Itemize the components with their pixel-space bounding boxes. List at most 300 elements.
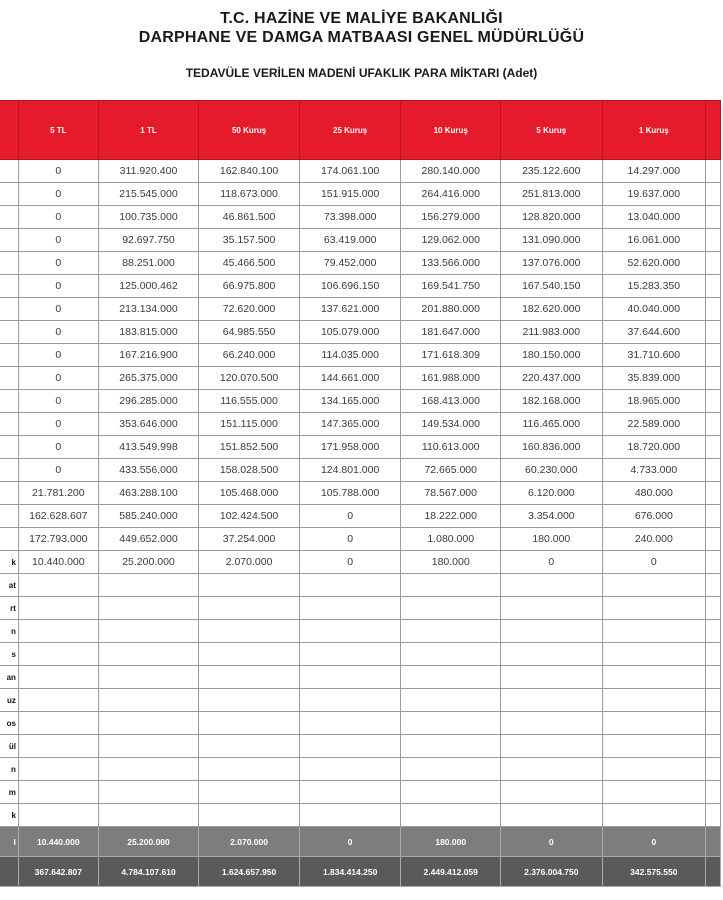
table-cell xyxy=(401,620,501,643)
edge-cell xyxy=(706,528,721,551)
row-label: at xyxy=(0,574,18,597)
table-cell: 167.540.150 xyxy=(501,275,603,298)
table-cell xyxy=(18,712,98,735)
table-cell: 52.620.000 xyxy=(602,252,705,275)
table-cell xyxy=(602,643,705,666)
table-cell: 151.115.000 xyxy=(199,413,300,436)
table-cell: 0 xyxy=(18,183,98,206)
table-cell xyxy=(299,666,401,689)
table-cell: 180.000 xyxy=(501,528,603,551)
table-cell: 167.216.900 xyxy=(98,344,199,367)
table-cell: 0 xyxy=(299,551,401,574)
table-cell: 172.793.000 xyxy=(18,528,98,551)
table-cell xyxy=(501,712,603,735)
table-row xyxy=(0,252,721,275)
row-label: n xyxy=(0,620,18,643)
table-cell: 66.240.000 xyxy=(199,344,300,367)
table-cell: 37.254.000 xyxy=(199,528,300,551)
table-cell: 296.285.000 xyxy=(98,390,199,413)
table-cell xyxy=(98,574,199,597)
table-row xyxy=(0,804,721,827)
table-cell xyxy=(18,574,98,597)
table-cell: 181.647.000 xyxy=(401,321,501,344)
table-cell: 0 xyxy=(501,827,603,857)
table-row xyxy=(0,206,721,229)
table-cell: 0 xyxy=(18,321,98,344)
table-row xyxy=(0,344,721,367)
table-cell xyxy=(18,689,98,712)
table-cell: 125.000.462 xyxy=(98,275,199,298)
table-cell xyxy=(199,666,300,689)
table-cell xyxy=(98,597,199,620)
table-cell xyxy=(199,620,300,643)
table-cell: 2.449.412.059 xyxy=(401,857,501,887)
table-cell xyxy=(98,712,199,735)
table-cell xyxy=(602,574,705,597)
table-cell xyxy=(501,643,603,666)
table-row xyxy=(0,643,721,666)
table-cell xyxy=(299,735,401,758)
table-cell xyxy=(501,804,603,827)
edge-cell xyxy=(706,857,721,887)
table-cell xyxy=(199,804,300,827)
table-cell: 0 xyxy=(18,252,98,275)
table-cell: 265.375.000 xyxy=(98,367,199,390)
row-label xyxy=(0,206,18,229)
table-cell xyxy=(401,597,501,620)
row-label: an xyxy=(0,666,18,689)
table-cell xyxy=(199,735,300,758)
table-cell xyxy=(98,666,199,689)
table-cell: 240.000 xyxy=(602,528,705,551)
table-cell: 21.781.200 xyxy=(18,482,98,505)
row-label: uz xyxy=(0,689,18,712)
table-cell: 128.820.000 xyxy=(501,206,603,229)
row-label xyxy=(0,252,18,275)
row-label xyxy=(0,505,18,528)
table-cell: 18.720.000 xyxy=(602,436,705,459)
table-cell xyxy=(18,781,98,804)
table-cell xyxy=(98,643,199,666)
table-cell xyxy=(98,735,199,758)
row-label xyxy=(0,229,18,252)
row-label xyxy=(0,459,18,482)
table-row xyxy=(0,758,721,781)
table-cell xyxy=(602,712,705,735)
table-cell xyxy=(602,735,705,758)
table-cell: 25.200.000 xyxy=(98,551,199,574)
table-cell: 35.157.500 xyxy=(199,229,300,252)
row-label: ül xyxy=(0,735,18,758)
table-row xyxy=(0,781,721,804)
row-label: rt xyxy=(0,597,18,620)
row-label xyxy=(0,183,18,206)
edge-cell xyxy=(706,735,721,758)
edge-cell xyxy=(706,781,721,804)
table-cell: 60.230.000 xyxy=(501,459,603,482)
table-cell: 116.555.000 xyxy=(199,390,300,413)
row-label xyxy=(0,321,18,344)
table-row xyxy=(0,666,721,689)
table-cell xyxy=(18,643,98,666)
subtotal-row xyxy=(0,827,721,857)
table-row xyxy=(0,735,721,758)
table-cell: 2.376.004.750 xyxy=(501,857,603,887)
table-cell: 169.541.750 xyxy=(401,275,501,298)
table-cell: 45.466.500 xyxy=(199,252,300,275)
table-cell: 280.140.000 xyxy=(401,160,501,183)
table-cell: 129.062.000 xyxy=(401,229,501,252)
table-cell xyxy=(18,666,98,689)
table-cell: 25.200.000 xyxy=(98,827,199,857)
table-cell: 147.365.000 xyxy=(299,413,401,436)
edge-cell xyxy=(706,252,721,275)
table-cell: 0 xyxy=(18,298,98,321)
table-cell xyxy=(501,689,603,712)
table-cell xyxy=(501,781,603,804)
table-cell xyxy=(501,666,603,689)
row-label: n xyxy=(0,758,18,781)
table-cell: 0 xyxy=(18,275,98,298)
table-cell: 0 xyxy=(18,229,98,252)
edge-cell xyxy=(706,804,721,827)
table-cell xyxy=(98,689,199,712)
edge-cell xyxy=(706,367,721,390)
table-cell: 156.279.000 xyxy=(401,206,501,229)
table-cell: 14.297.000 xyxy=(602,160,705,183)
table-cell: 367.642.807 xyxy=(18,857,98,887)
table-cell xyxy=(501,758,603,781)
edge-cell xyxy=(706,758,721,781)
table-cell xyxy=(299,712,401,735)
table-cell: 15.283.350 xyxy=(602,275,705,298)
column-header: 25 Kuruş xyxy=(299,101,401,160)
edge-cell xyxy=(706,206,721,229)
table-cell: 2.070.000 xyxy=(199,551,300,574)
table-cell xyxy=(602,781,705,804)
table-cell: 133.566.000 xyxy=(401,252,501,275)
table-cell: 585.240.000 xyxy=(98,505,199,528)
row-label xyxy=(0,528,18,551)
column-header: 5 Kuruş xyxy=(501,101,603,160)
table-cell: 174.061.100 xyxy=(299,160,401,183)
row-label xyxy=(0,436,18,459)
table-cell: 116.465.000 xyxy=(501,413,603,436)
table-cell: 19.637.000 xyxy=(602,183,705,206)
table-cell xyxy=(602,804,705,827)
table-cell: 311.920.400 xyxy=(98,160,199,183)
edge-cell xyxy=(706,482,721,505)
table-cell xyxy=(199,574,300,597)
table-cell: 0 xyxy=(18,436,98,459)
table-cell xyxy=(199,689,300,712)
table-cell: 66.975.800 xyxy=(199,275,300,298)
table-row xyxy=(0,183,721,206)
table-cell: 0 xyxy=(18,206,98,229)
table-cell xyxy=(98,758,199,781)
table-cell xyxy=(199,712,300,735)
table-cell: 13.040.000 xyxy=(602,206,705,229)
column-header: 10 Kuruş xyxy=(401,101,501,160)
edge-cell xyxy=(706,459,721,482)
table-cell: 180.000 xyxy=(401,827,501,857)
table-cell xyxy=(299,643,401,666)
table-cell xyxy=(602,597,705,620)
table-row xyxy=(0,551,721,574)
table-cell: 0 xyxy=(18,390,98,413)
table-cell: 0 xyxy=(501,551,603,574)
table-cell: 1.834.414.250 xyxy=(299,857,401,887)
table-cell: 251.813.000 xyxy=(501,183,603,206)
row-label xyxy=(0,482,18,505)
row-label: k xyxy=(0,551,18,574)
table-cell: 480.000 xyxy=(602,482,705,505)
edge-cell xyxy=(706,643,721,666)
table-cell xyxy=(401,758,501,781)
table-cell: 182.168.000 xyxy=(501,390,603,413)
table-cell: 37.644.600 xyxy=(602,321,705,344)
table-row xyxy=(0,275,721,298)
table-cell: 162.628.607 xyxy=(18,505,98,528)
column-header: 50 Kuruş xyxy=(199,101,300,160)
table-cell xyxy=(299,781,401,804)
table-cell: 2.070.000 xyxy=(199,827,300,857)
row-label: s xyxy=(0,643,18,666)
row-label xyxy=(0,857,18,887)
table-cell xyxy=(199,758,300,781)
table-row xyxy=(0,160,721,183)
table-cell: 10.440.000 xyxy=(18,827,98,857)
table-cell xyxy=(501,735,603,758)
table-cell: 201.880.000 xyxy=(401,298,501,321)
table-cell xyxy=(18,735,98,758)
table-header-row xyxy=(0,101,721,160)
edge-cell xyxy=(706,436,721,459)
table-cell: 0 xyxy=(18,413,98,436)
table-cell xyxy=(602,666,705,689)
table-row xyxy=(0,689,721,712)
table-cell: 22.589.000 xyxy=(602,413,705,436)
edge-cell xyxy=(706,160,721,183)
table-cell: 88.251.000 xyxy=(98,252,199,275)
table-cell: 40.040.000 xyxy=(602,298,705,321)
table-cell: 676.000 xyxy=(602,505,705,528)
edge-cell xyxy=(706,620,721,643)
table-cell: 264.416.000 xyxy=(401,183,501,206)
table-cell xyxy=(401,804,501,827)
table-cell: 0 xyxy=(602,551,705,574)
edge-cell xyxy=(706,666,721,689)
table-cell: 449.652.000 xyxy=(98,528,199,551)
edge-cell xyxy=(706,574,721,597)
edge-cell xyxy=(706,712,721,735)
table-cell xyxy=(401,643,501,666)
table-cell: 102.424.500 xyxy=(199,505,300,528)
table-cell: 92.697.750 xyxy=(98,229,199,252)
table-cell: 105.079.000 xyxy=(299,321,401,344)
table-cell xyxy=(401,781,501,804)
table-cell: 6.120.000 xyxy=(501,482,603,505)
table-row xyxy=(0,321,721,344)
table-cell xyxy=(401,666,501,689)
row-label xyxy=(0,298,18,321)
table-cell: 182.620.000 xyxy=(501,298,603,321)
row-label xyxy=(0,275,18,298)
table-cell: 1.080.000 xyxy=(401,528,501,551)
table-cell: 35.839.000 xyxy=(602,367,705,390)
table-cell: 114.035.000 xyxy=(299,344,401,367)
table-cell xyxy=(299,574,401,597)
table-cell xyxy=(401,574,501,597)
edge-cell xyxy=(706,321,721,344)
edge-cell xyxy=(706,275,721,298)
table-cell: 4.784.107.610 xyxy=(98,857,199,887)
table-cell xyxy=(299,804,401,827)
table-cell xyxy=(602,620,705,643)
table-row xyxy=(0,436,721,459)
table-cell: 73.398.000 xyxy=(299,206,401,229)
table-cell xyxy=(18,758,98,781)
table-cell: 31.710.600 xyxy=(602,344,705,367)
row-label xyxy=(0,160,18,183)
table-cell: 158.028.500 xyxy=(199,459,300,482)
table-cell xyxy=(299,620,401,643)
table-cell: 211.983.000 xyxy=(501,321,603,344)
table-cell: 105.788.000 xyxy=(299,482,401,505)
edge-cell xyxy=(706,827,721,857)
table-cell: 220.437.000 xyxy=(501,367,603,390)
table-cell: 0 xyxy=(18,344,98,367)
column-header: 5 TL xyxy=(18,101,98,160)
table-cell: 463.288.100 xyxy=(98,482,199,505)
table-cell: 124.801.000 xyxy=(299,459,401,482)
table-cell: 171.958.000 xyxy=(299,436,401,459)
table-cell: 213.134.000 xyxy=(98,298,199,321)
table-cell xyxy=(18,620,98,643)
table-cell: 0 xyxy=(18,459,98,482)
edge-cell xyxy=(706,390,721,413)
table-cell xyxy=(199,597,300,620)
table-cell xyxy=(602,689,705,712)
column-header: 1 Kuruş xyxy=(602,101,705,160)
table-cell xyxy=(98,620,199,643)
table-cell: 63.419.000 xyxy=(299,229,401,252)
table-cell: 131.090.000 xyxy=(501,229,603,252)
table-cell: 0 xyxy=(18,160,98,183)
row-label: os xyxy=(0,712,18,735)
table-cell: 183.815.000 xyxy=(98,321,199,344)
table-cell: 160.836.000 xyxy=(501,436,603,459)
table-cell: 120.070.500 xyxy=(199,367,300,390)
table-cell xyxy=(401,735,501,758)
table-cell: 4.733.000 xyxy=(602,459,705,482)
table-cell: 64.985.550 xyxy=(199,321,300,344)
table-cell: 137.076.000 xyxy=(501,252,603,275)
coin-circulation-table xyxy=(0,100,721,887)
table-row xyxy=(0,712,721,735)
table-cell xyxy=(98,781,199,804)
table-cell: 3.354.000 xyxy=(501,505,603,528)
table-cell xyxy=(401,712,501,735)
table-row xyxy=(0,229,721,252)
table-cell xyxy=(501,620,603,643)
table-cell: 0 xyxy=(299,505,401,528)
table-cell: 10.440.000 xyxy=(18,551,98,574)
column-header: 1 TL xyxy=(98,101,199,160)
table-cell: 79.452.000 xyxy=(299,252,401,275)
table-cell: 0 xyxy=(299,528,401,551)
table-cell xyxy=(199,643,300,666)
row-label: I xyxy=(0,827,18,857)
table-cell: 433.556.000 xyxy=(98,459,199,482)
edge-header xyxy=(706,101,721,160)
edge-cell xyxy=(706,344,721,367)
table-cell: 151.915.000 xyxy=(299,183,401,206)
table-cell xyxy=(501,574,603,597)
table-cell: 413.549.998 xyxy=(98,436,199,459)
table-row xyxy=(0,482,721,505)
table-cell: 180.150.000 xyxy=(501,344,603,367)
table-cell xyxy=(401,689,501,712)
table-row xyxy=(0,413,721,436)
table-row xyxy=(0,390,721,413)
table-cell: 0 xyxy=(602,827,705,857)
table-row xyxy=(0,459,721,482)
table-cell: 144.661.000 xyxy=(299,367,401,390)
table-row xyxy=(0,620,721,643)
table-cell: 168.413.000 xyxy=(401,390,501,413)
table-cell: 78.567.000 xyxy=(401,482,501,505)
edge-cell xyxy=(706,505,721,528)
table-cell xyxy=(602,758,705,781)
table-cell: 72.665.000 xyxy=(401,459,501,482)
edge-cell xyxy=(706,413,721,436)
grand-total-row xyxy=(0,857,721,887)
table-row xyxy=(0,505,721,528)
table-cell: 110.613.000 xyxy=(401,436,501,459)
edge-cell xyxy=(706,597,721,620)
table-cell: 149.534.000 xyxy=(401,413,501,436)
table-cell xyxy=(501,597,603,620)
ministry-title: T.C. HAZİNE VE MALİYE BAKANLIĞI xyxy=(220,10,503,27)
table-cell: 134.165.000 xyxy=(299,390,401,413)
edge-cell xyxy=(706,183,721,206)
table-cell: 118.673.000 xyxy=(199,183,300,206)
table-cell: 215.545.000 xyxy=(98,183,199,206)
table-cell: 0 xyxy=(299,827,401,857)
table-cell: 180.000 xyxy=(401,551,501,574)
table-cell xyxy=(299,689,401,712)
table-cell: 105.468.000 xyxy=(199,482,300,505)
table-cell: 171.618.309 xyxy=(401,344,501,367)
table-subtitle: TEDAVÜLE VERİLEN MADENİ UFAKLIK PARA MİKTARI (Adet) xyxy=(185,66,538,80)
table-cell: 106.696.150 xyxy=(299,275,401,298)
table-cell: 46.861.500 xyxy=(199,206,300,229)
table-cell: 72.620.000 xyxy=(199,298,300,321)
table-cell: 342.575.550 xyxy=(602,857,705,887)
table-cell xyxy=(199,781,300,804)
row-label xyxy=(0,390,18,413)
row-label xyxy=(0,344,18,367)
table-cell: 1.624.657.950 xyxy=(199,857,300,887)
edge-cell xyxy=(706,689,721,712)
table-row xyxy=(0,597,721,620)
table-cell: 0 xyxy=(18,367,98,390)
table-cell xyxy=(299,597,401,620)
table-row xyxy=(0,528,721,551)
table-cell: 16.061.000 xyxy=(602,229,705,252)
table-cell xyxy=(18,804,98,827)
